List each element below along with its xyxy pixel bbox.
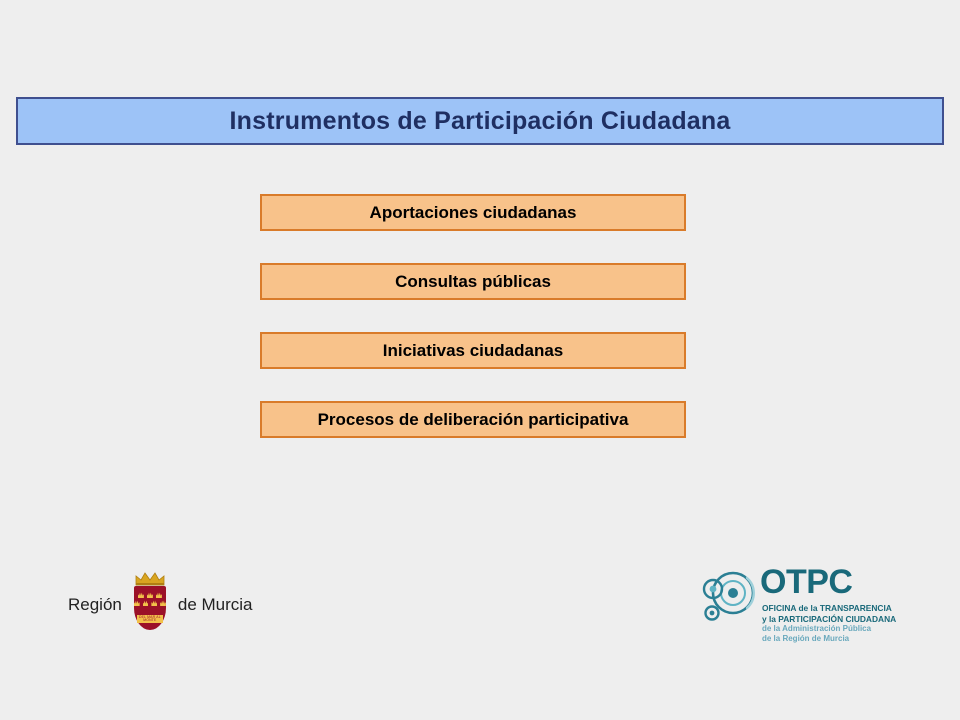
diagram-node-iniciativas-ciudadanas[interactable] <box>260 332 686 369</box>
mini-crown-icon <box>138 592 144 598</box>
murcia-logo-word-right: de Murcia <box>177 595 253 614</box>
otpc-emblem-icon <box>700 569 762 625</box>
diagram-node-label: Iniciativas ciudadanas <box>382 340 564 360</box>
crown-icon <box>135 572 165 586</box>
slide-title-banner <box>16 97 944 145</box>
otpc-subtitle-line-3: de la Administración Pública <box>762 624 872 633</box>
shield-crowns-row-2 <box>134 600 166 606</box>
mini-crown-icon <box>156 592 162 598</box>
diagram-node-label: Consultas públicas <box>395 271 551 291</box>
mini-crown-icon <box>147 592 153 598</box>
mini-crown-icon <box>134 600 140 606</box>
diagram-node-procesos-deliberacion[interactable] <box>260 401 686 438</box>
otpc-subtitle-line-1: OFICINA de la TRANSPARENCIA <box>762 603 892 613</box>
otpc-subtitle-line-2: y la PARTICIPACIÓN CIUDADANA <box>762 613 897 624</box>
diagram-node-label: Aportaciones ciudadanas <box>369 202 577 222</box>
diagram-node-consultas-publicas[interactable] <box>260 263 686 300</box>
otpc-subtitle <box>762 603 930 645</box>
mini-crown-icon <box>160 600 166 606</box>
murcia-shield-icon <box>128 572 172 638</box>
mini-crown-icon <box>151 600 157 606</box>
diagram-node-aportaciones-ciudadanas[interactable] <box>260 194 686 231</box>
otpc-wordmark: OTPC <box>760 563 853 601</box>
shield-motto-banner: DEL MAR AL MONTE <box>137 615 163 623</box>
shield-shape <box>134 586 166 630</box>
shield-crowns-row-1 <box>134 592 166 598</box>
mini-crown-icon <box>143 600 149 606</box>
murcia-logo-word-left: Región <box>68 595 122 614</box>
otpc-logo <box>700 565 930 655</box>
page-title: Instrumentos de Participación Ciudadana <box>229 106 731 135</box>
diagram-node-label: Procesos de deliberación participativa <box>317 409 629 429</box>
region-de-murcia-logo <box>68 570 263 640</box>
otpc-subtitle-line-4: de la Región de Murcia <box>762 634 850 644</box>
